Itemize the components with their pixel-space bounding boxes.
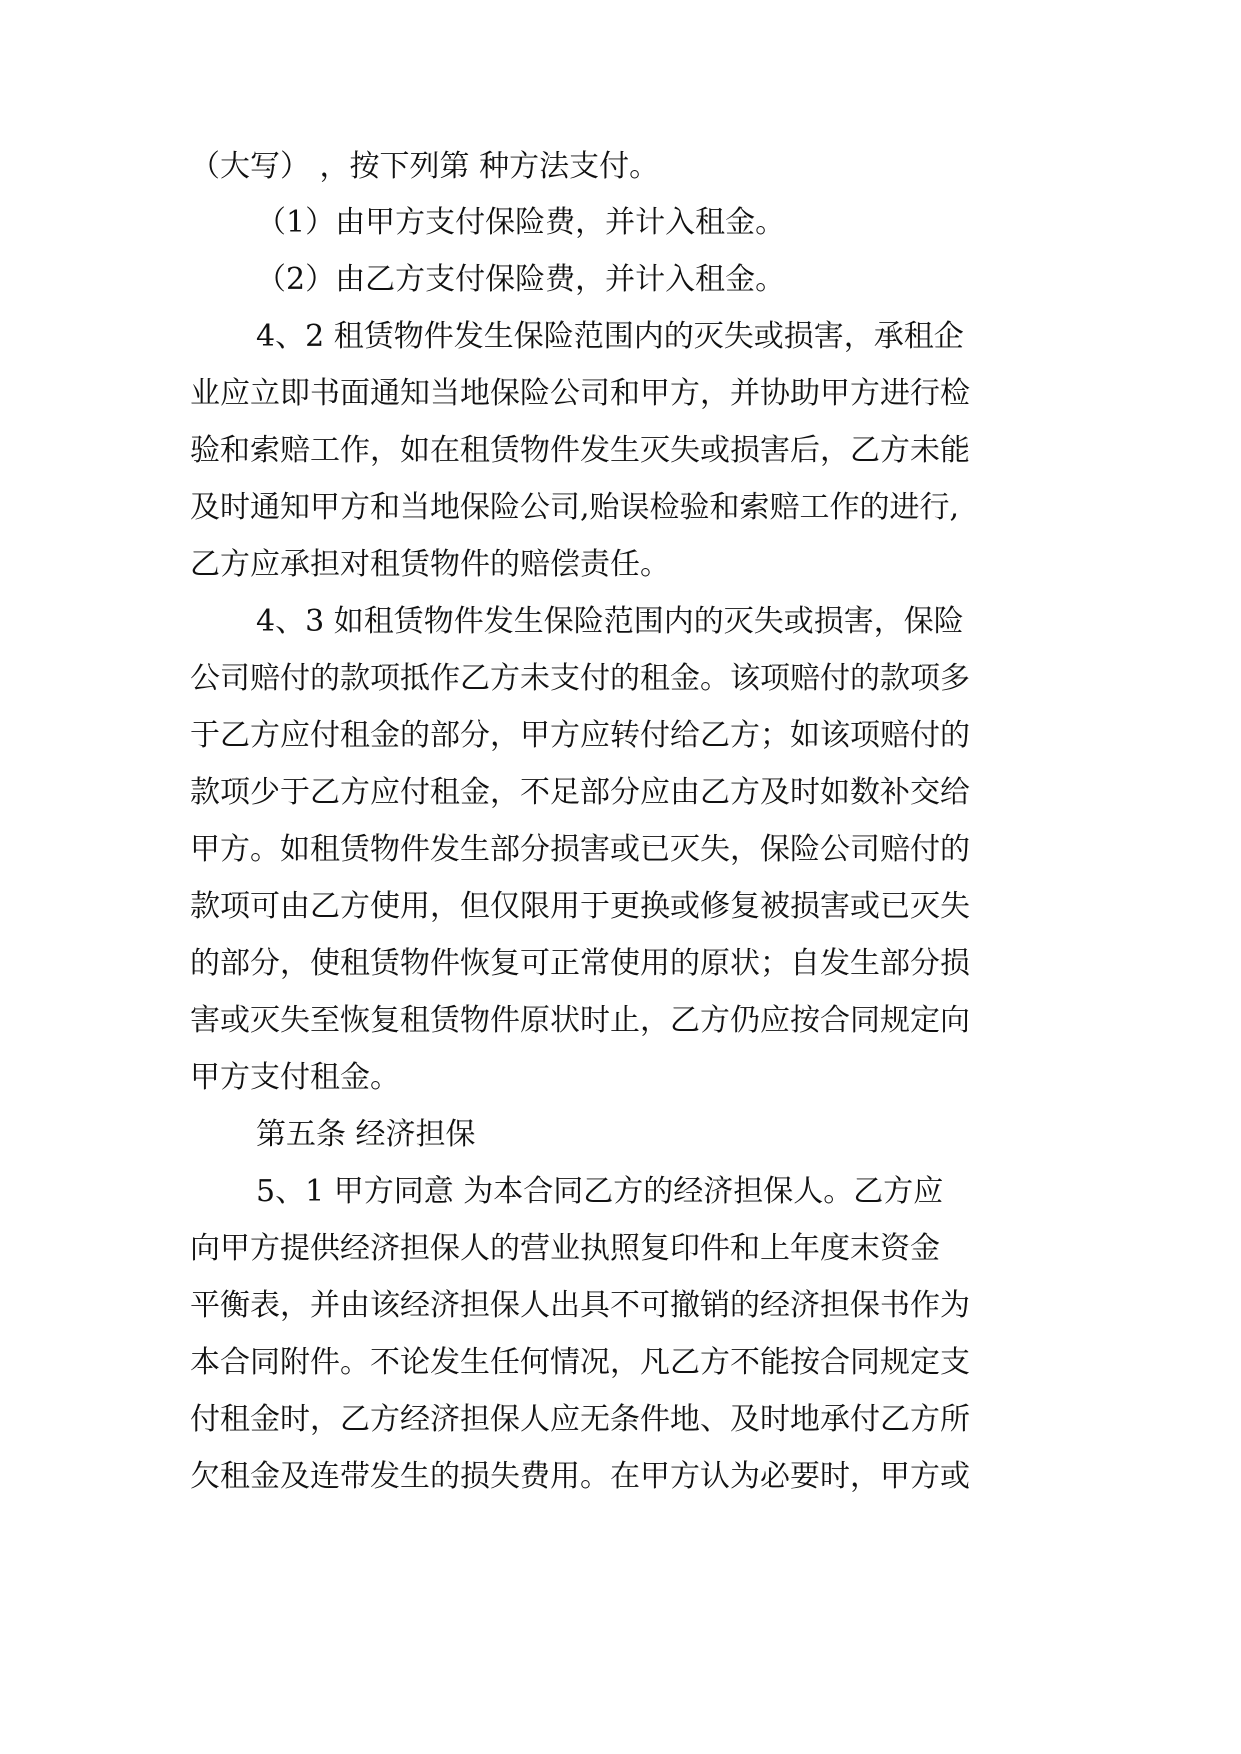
text-line [0,707,1241,765]
text-line [0,878,1241,936]
heading-text: 第五条 经济担保 [256,1117,476,1152]
line-text: 的部分，使租赁物件恢复可正常使用的原状；自发生部分损 [190,946,970,981]
line-text: 本合同附件。不论发生任何情况，凡乙方不能按合同规定支 [190,1345,970,1380]
text-line [0,422,1241,480]
section-heading [0,1106,1241,1164]
line-text: 付租金时，乙方经济担保人应无条件地、及时地承付乙方所 [190,1402,970,1437]
text-line [0,1049,1241,1107]
text-line [0,1163,1241,1221]
text-line [0,935,1241,993]
text-line [0,251,1241,309]
line-text: 及时通知甲方和当地保险公司,贻误检验和索赔工作的进行, [190,490,960,525]
line-text: 乙方应承担对租赁物件的赔偿责任。 [190,547,670,582]
line-text: 公司赔付的款项抵作乙方未支付的租金。该项赔付的款项多 [190,661,970,696]
text-line [0,593,1241,651]
line-text: 款项少于乙方应付租金，不足部分应由乙方及时如数补交给 [190,775,970,810]
text-line [0,1220,1241,1278]
line-text: （1）由甲方支付保险费，并计入租金。 [256,205,786,240]
line-text: （大写） ，按下列第 种方法支付。 [190,149,660,184]
text-line [0,365,1241,423]
text-line [0,1391,1241,1449]
line-text: 款项可由乙方使用，但仅限用于更换或修复被损害或已灭失 [190,889,970,924]
text-line [0,650,1241,708]
text-line [0,821,1241,879]
line-text: 4、2 租赁物件发生保险范围内的灭失或损害，承租企 [256,319,964,354]
text-line [0,479,1241,537]
line-text: 平衡表，并由该经济担保人出具不可撤销的经济担保书作为 [190,1288,970,1323]
text-line [0,138,1241,196]
line-text: 甲方。如租赁物件发生部分损害或已灭失，保险公司赔付的 [190,832,970,867]
line-text: （2）由乙方支付保险费，并计入租金。 [256,262,786,297]
text-line [0,1277,1241,1335]
text-line [0,308,1241,366]
text-line [0,992,1241,1050]
line-text: 业应立即书面通知当地保险公司和甲方，并协助甲方进行检 [190,376,970,411]
text-line [0,1448,1241,1506]
text-line [0,764,1241,822]
text-line [0,536,1241,594]
text-line [0,1334,1241,1392]
line-text: 验和索赔工作，如在租赁物件发生灭失或损害后，乙方未能 [190,433,970,468]
line-text: 欠租金及连带发生的损失费用。在甲方认为必要时，甲方或 [190,1459,970,1494]
line-text: 4、3 如租赁物件发生保险范围内的灭失或损害，保险 [256,604,964,639]
text-line [0,194,1241,252]
line-text: 害或灭失至恢复租赁物件原状时止，乙方仍应按合同规定向 [190,1003,970,1038]
line-text: 甲方支付租金。 [190,1060,400,1095]
line-text: 5、1 甲方同意 为本合同乙方的经济担保人。乙方应 [256,1174,944,1209]
line-text: 于乙方应付租金的部分，甲方应转付给乙方；如该项赔付的 [190,718,970,753]
line-text: 向甲方提供经济担保人的营业执照复印件和上年度末资金 [190,1231,940,1266]
